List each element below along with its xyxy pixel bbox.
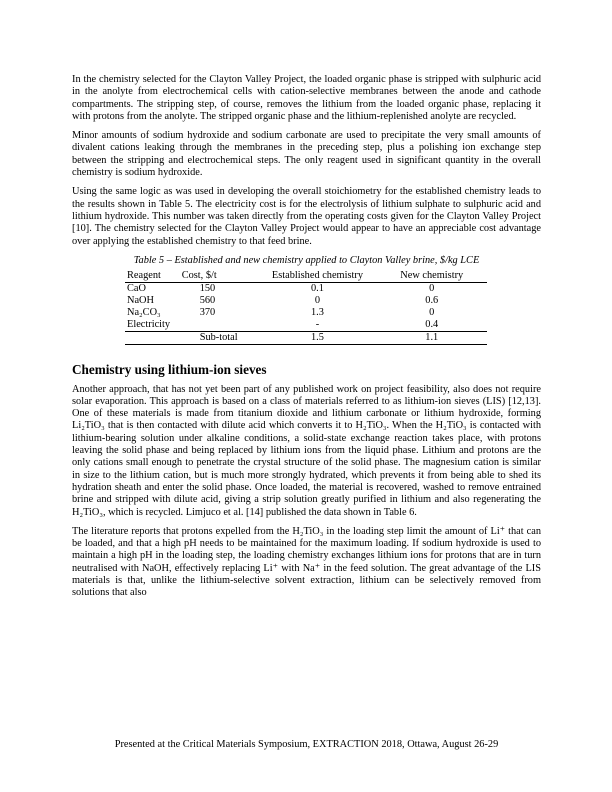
cell-established: 0: [314, 294, 321, 306]
subtotal-label: Sub-total: [180, 331, 259, 344]
column-header-reagent: Reagent: [125, 270, 180, 282]
column-header-new: New chemistry: [376, 270, 487, 282]
subtotal-established: 1.5: [258, 331, 376, 344]
cell-new: 0.6: [425, 294, 439, 306]
section-heading: Chemistry using lithium-ion sieves: [72, 361, 267, 377]
paragraph: Another approach, that has not yet been part of any published work on project feasibility, also does not require solar evaporation. This approach is based on a class of materials referred to as lithium-ion sieves (LIS) [12,13]. One of these materials is made from titanium dioxide and lithium carbonate or lithium hydroxide, forming Li₂TiO₃ that is then contacted with dilute acid which converts it to H₂TiO₃. When the H₂TiO₃ is contacted with lithium-bearing solution under alkaline conditions, a solid-state exchange reaction takes place, with protons leaving the solid phase and being replaced by lithium ions from the liquid phase. Lithium and protons are the only cations small enough to penetrate the crystal structure of the solid phase. The magnesium cation is similar in size to the lithium cation, but is much more strongly hydrated, which prevents it from being able to shed its hydration sheath and enter the solid phase. Once loaded, the material is recovered, washed to remove entrained brine and stripped with dilute acid, giving a strip solution greatly purified in lithium and also regenerating the H₂TiO₃, which is recycled. Limjuco et al. [14] published the data shown in Table 6.: [72, 383, 541, 518]
subtotal-new: 1.1: [376, 331, 487, 344]
cell-reagent: CaO: [127, 283, 146, 295]
cell-established: 1.3: [310, 306, 324, 318]
column-header-cost: Cost, $/t: [180, 270, 259, 282]
cell-cost: 150: [199, 283, 216, 295]
cell-established: 0.1: [310, 283, 324, 295]
table-row: [125, 307, 487, 319]
cell-new: 0: [429, 306, 435, 318]
paragraph: The literature reports that protons expelled from the H₂TiO₃ in the loading step limit the amount of Li⁺ that can be loaded, and that a high pH needs to be maintained for the maximum loading. If sodium hydroxide is used to maintain a high pH in the loading step, the loading chemistry exchanges lithium ions for protons that are in turn neutralised with NaOH, effectively replacing Li⁺ with Na⁺ in the feed solution. The great advantage of the LIS materials is that, unlike the lithium-selective solvent extraction, lithium can be selectively removed from solutions that also: [72, 525, 541, 599]
cell-cost: [180, 319, 259, 331]
paragraph: Minor amounts of sodium hydroxide and sodium carbonate are used to precipitate the very small amounts of divalent cations leaking through the membranes in the preceding step, plus a polishing ion exchange step between the stripping and electrochemical steps. The only reagent used in significant quantity in the overall chemistry is sodium hydroxide.: [72, 130, 541, 179]
cell-reagent: Electricity: [127, 318, 171, 330]
page-footer: Presented at the Critical Materials Symposium, EXTRACTION 2018, Ottawa, August 26-29: [114, 739, 499, 750]
cell-new: 0.4: [425, 318, 439, 330]
cost-table: [125, 270, 487, 344]
cell-new: 0: [429, 283, 435, 295]
subtotal-row: [125, 331, 487, 344]
cell-reagent-empty: [125, 331, 180, 344]
table-header-row: [125, 270, 487, 282]
table-row: [125, 295, 487, 307]
column-header-established: Established chemistry: [258, 270, 376, 282]
table-row: [125, 283, 487, 295]
paragraph: In the chemistry selected for the Clayton Valley Project, the loaded organic phase is stripped with sulphuric acid in the anolyte from electrochemical cells with cation-selective membranes between the anode and cathode compartments. The stripping step, of course, removes the lithium from the loaded organic phase, replacing it with protons from the anolyte. The stripped organic phase and the lithium-replenished anolyte are recycled.: [72, 74, 541, 122]
cell-reagent: Na₂CO₃: [127, 306, 161, 318]
paragraph: Using the same logic as was used in developing the overall stoichiometry for the established chemistry leads to the results shown in Table 5. The electricity cost is for the electrolysis of lithium sulphate to sulphuric acid and lithium hydroxide. This number was taken directly from the operating costs given for the Clayton Valley Project [10]. The chemistry selected for the Clayton Valley Project would appear to have an appreciable cost advantage over applying the established chemistry to that feed brine.: [72, 186, 541, 247]
page-body: [72, 74, 541, 607]
cell-cost: 370: [199, 306, 216, 318]
cell-established: -: [315, 318, 320, 330]
cell-reagent: NaOH: [127, 294, 155, 306]
table-caption: Table 5 – Established and new chemistry applied to Clayton Valley brine, $/kg LCE: [133, 254, 480, 266]
table-row: [125, 319, 487, 331]
cell-cost: 560: [199, 294, 216, 306]
